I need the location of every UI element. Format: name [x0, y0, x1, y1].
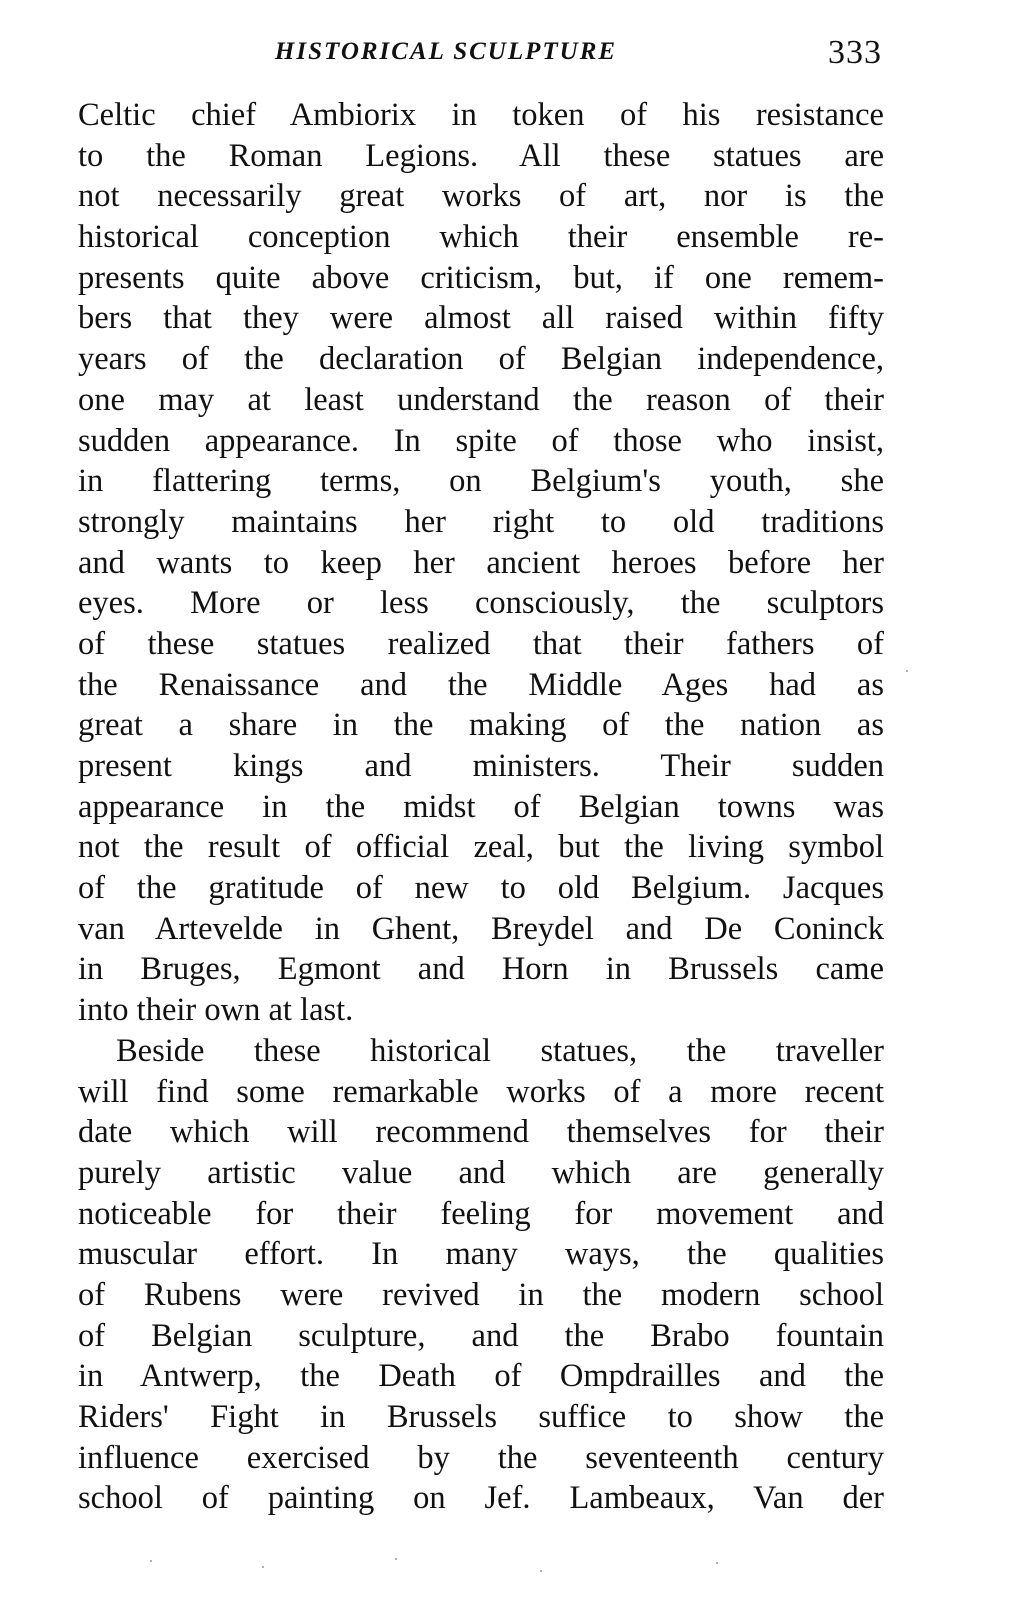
text-line: sudden appearance. In spite of those who insist,: [78, 422, 884, 459]
text-line: of the gratitude of new to old Belgium. Jacques: [78, 870, 884, 907]
text-line: and wants to keep her ancient heroes before her: [78, 544, 884, 581]
text-line: to the Roman Legions. All these statues are: [78, 137, 884, 174]
text-line: school of painting on Jef. Lambeaux, Van der: [78, 1480, 884, 1517]
print-speck: [395, 1558, 397, 1560]
print-speck: [906, 670, 908, 672]
text-line: great a share in the making of the nation as: [78, 707, 884, 744]
text-line: influence exercised by the seventeenth century: [78, 1439, 884, 1476]
paragraph-1: [78, 95, 884, 1031]
text-line: Riders' Fight in Brussels suffice to show the: [78, 1399, 884, 1435]
text-line: of Rubens were revived in the modern school: [78, 1276, 884, 1313]
text-line: in Antwerp, the Death of Ompdrailles and the: [78, 1358, 884, 1395]
text-line: bers that they were almost all raised within fifty: [78, 300, 884, 337]
text-line: in Bruges, Egmont and Horn in Brussels came: [78, 951, 884, 988]
text-line: not the result of official zeal, but the living symbol: [78, 829, 884, 866]
body-text: [78, 95, 884, 1519]
text-line: into their own at last.: [78, 992, 354, 1029]
running-head: [78, 34, 884, 78]
text-line: presents quite above criticism, but, if one remem-: [78, 259, 884, 296]
text-line: one may at least understand the reason of their: [78, 381, 884, 418]
text-line: Celtic chief Ambiorix in token of his resistance: [78, 97, 884, 133]
print-speck: [540, 1570, 542, 1572]
text-line: noticeable for their feeling for movement and: [78, 1195, 884, 1232]
text-line: the Renaissance and the Middle Ages had as: [78, 666, 884, 703]
text-line: of Belgian sculpture, and the Brabo fountain: [78, 1317, 884, 1354]
text-line: muscular effort. In many ways, the qualities: [78, 1236, 884, 1273]
print-speck: [262, 1566, 264, 1568]
print-speck: [716, 1562, 718, 1564]
text-line: Beside these historical statues, the traveller: [116, 1032, 884, 1069]
text-line: present kings and ministers. Their sudden: [78, 748, 884, 784]
text-line: of these statues realized that their fathers of: [78, 625, 884, 662]
paragraph-2: [78, 1031, 884, 1519]
text-line: will find some remarkable works of a more recent: [78, 1073, 884, 1110]
text-line: van Artevelde in Ghent, Breydel and De Coninck: [78, 910, 884, 947]
text-line: historical conception which their ensemble re-: [78, 219, 884, 256]
text-line: in flattering terms, on Belgium's youth, she: [78, 463, 884, 500]
text-line: eyes. More or less consciously, the sculptors: [78, 585, 884, 622]
text-line: strongly maintains her right to old traditions: [78, 503, 884, 540]
text-line: years of the declaration of Belgian independence,: [78, 341, 884, 378]
print-speck: [150, 1560, 152, 1562]
page-number: 333: [828, 34, 882, 71]
text-line: purely artistic value and which are generally: [78, 1154, 884, 1191]
text-line: appearance in the midst of Belgian towns was: [78, 788, 884, 825]
text-line: not necessarily great works of art, nor is the: [78, 178, 884, 215]
running-title: HISTORICAL SCULPTURE: [274, 38, 618, 65]
text-line: date which will recommend themselves for their: [78, 1114, 884, 1151]
